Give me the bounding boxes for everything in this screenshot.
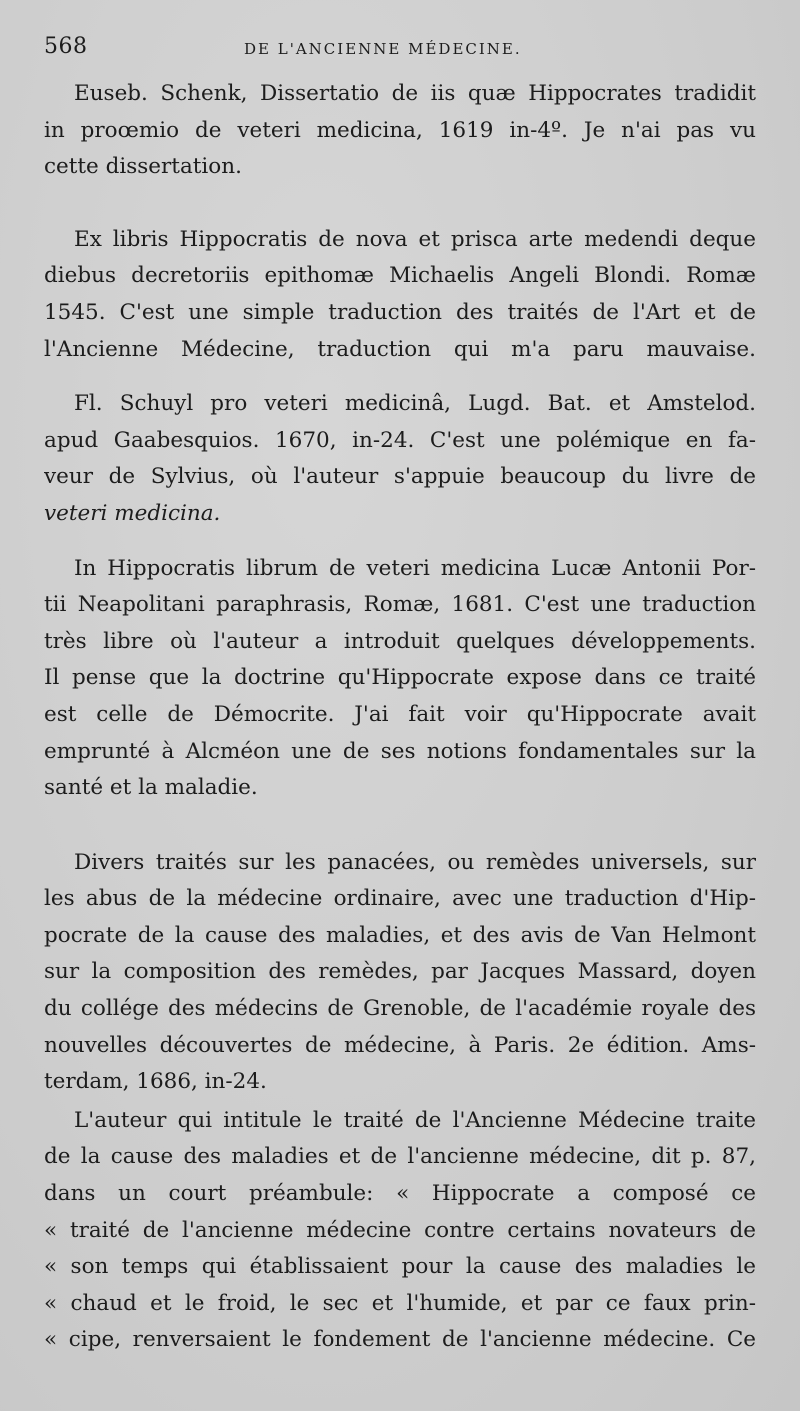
- text-line: apud Gaabesquios. 1670, in-24. C'est une polémique en fa-: [44, 427, 756, 453]
- text-line: Il pense que la doctrine qu'Hippocrate expose dans ce traité: [44, 665, 756, 691]
- text-line: Euseb. Schenk, Dissertatio de iis quæ Hippocrates tradidit: [74, 81, 756, 106]
- paragraph-schuyl: [44, 386, 756, 532]
- text-line: terdam, 1686, in-24.: [44, 1069, 267, 1095]
- text-line: pocrate de la cause des maladies, et des avis de Van Helmont: [44, 922, 756, 948]
- paragraph-schenk: [44, 76, 756, 186]
- text-line: Ex libris Hippocratis de nova et prisca arte medendi deque: [74, 226, 756, 252]
- text-line: est celle de Démocrite. J'ai fait voir qu'Hippocrate avait: [44, 701, 756, 727]
- text-line: de la cause des maladies et de l'ancienne médecine, dit p. 87,: [44, 1144, 756, 1170]
- page-header: [44, 34, 756, 64]
- text-line: Fl. Schuyl pro veteri medicinâ, Lugd. Bat. et Amstelod.: [74, 391, 756, 417]
- text-line: les abus de la médecine ordinaire, avec une traduction d'Hip-: [44, 886, 756, 912]
- paragraph-massard: [44, 845, 756, 1101]
- body-text: [44, 76, 756, 1359]
- text-line: cette dissertation.: [44, 154, 242, 180]
- text-line: Divers traités sur les panacées, ou remèdes universels, sur: [74, 849, 756, 875]
- text-line: du collége des médecins de Grenoble, de l'académie royale des: [44, 996, 756, 1022]
- text-line: « chaud et le froid, le sec et l'humide, et par ce faux prin-: [44, 1290, 756, 1316]
- text-line: emprunté à Alcméon une de ses notions fondamentales sur la: [44, 738, 756, 764]
- text-line: l'Ancienne Médecine, traduction qui m'a paru mauvaise.: [44, 336, 756, 362]
- paragraph-porzio: [44, 551, 756, 807]
- running-head: DE L'ANCIENNE MÉDECINE.: [244, 40, 522, 58]
- paragraph-auteur: [44, 1103, 756, 1359]
- text-line: « traité de l'ancienne médecine contre certains novateurs de: [44, 1217, 756, 1243]
- paragraph-blondi: [44, 222, 756, 368]
- text-line: veteri medicina.: [44, 500, 221, 526]
- text-line: santé et la maladie.: [44, 775, 258, 801]
- text-line: diebus decretoriis epithomæ Michaelis Angeli Blondi. Romæ: [44, 263, 756, 289]
- text-line: « son temps qui établissaient pour la cause des maladies le: [44, 1254, 756, 1280]
- text-line: très libre où l'auteur a introduit quelques développements.: [44, 628, 756, 654]
- text-line: veur de Sylvius, où l'auteur s'appuie beaucoup du livre de: [44, 464, 756, 490]
- text-line: tii Neapolitani paraphrasis, Romæ, 1681. C'est une traduction: [44, 592, 756, 618]
- page-number: 568: [44, 34, 88, 59]
- text-line: sur la composition des remèdes, par Jacques Massard, doyen: [44, 959, 756, 985]
- text-line: 1545. C'est une simple traduction des traités de l'Art et de: [44, 299, 756, 325]
- text-line: « cipe, renversaient le fondement de l'ancienne médecine. Ce: [44, 1327, 756, 1353]
- text-line: dans un court préambule: « Hippocrate a composé ce: [44, 1181, 756, 1207]
- text-line: In Hippocratis librum de veteri medicina Lucæ Antonii Por-: [74, 555, 756, 581]
- text-line: nouvelles découvertes de médecine, à Paris. 2e édition. Ams-: [44, 1032, 756, 1058]
- text-line: L'auteur qui intitule le traité de l'Ancienne Médecine traite: [74, 1107, 756, 1133]
- text-line: in proœmio de veteri medicina, 1619 in-4º. Je n'ai pas vu: [44, 117, 756, 143]
